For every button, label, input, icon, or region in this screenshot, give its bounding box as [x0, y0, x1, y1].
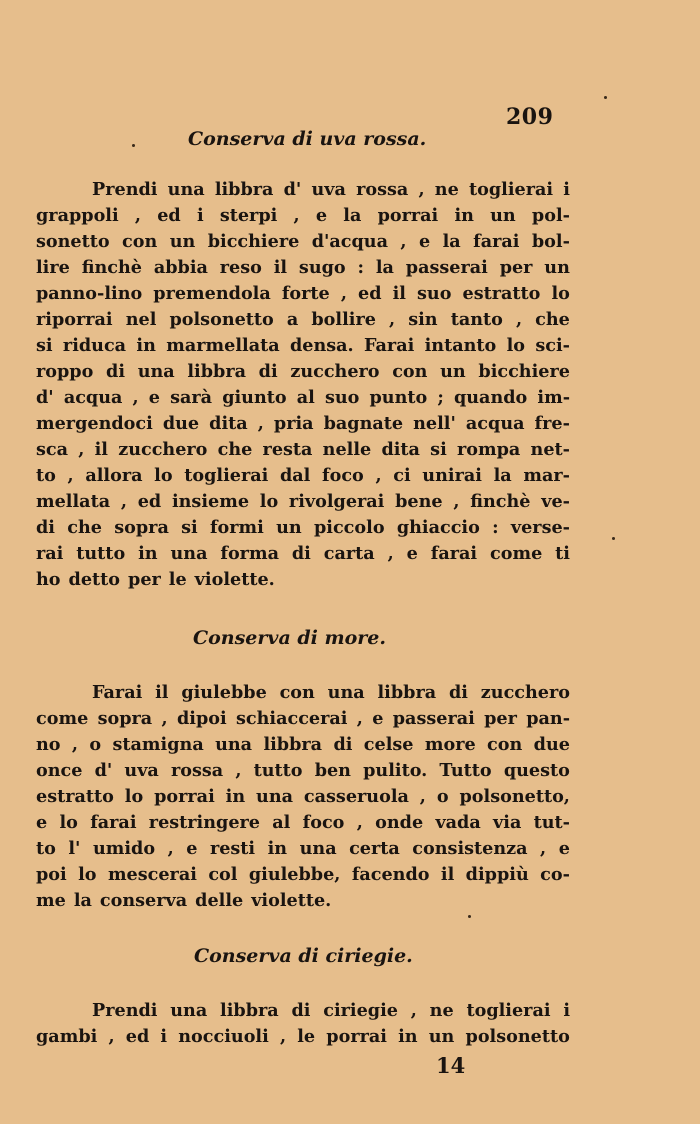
text-line: come sopra , dipoi schiaccerai , e passerai per pan- [36, 708, 570, 729]
page-speck [612, 537, 615, 540]
page-speck [132, 144, 135, 147]
text-line: Prendi una libbra di ciriegie , ne toglierai i [92, 1000, 570, 1021]
text-line: e lo farai restringere al foco , onde vada via tut- [36, 812, 570, 833]
text-line: to , allora lo toglierai dal foco , ci unirai la mar- [36, 465, 570, 486]
text-line: sonetto con un bicchiere d'acqua , e la farai bol- [36, 231, 570, 252]
text-line: d' acqua , e sarà giunto al suo punto ; quando im- [36, 387, 570, 408]
text-line: estratto lo porrai in una casseruola , o polsonetto, [36, 786, 570, 807]
text-line: Prendi una libbra d' uva rossa , ne toglierai i [92, 179, 570, 200]
text-line: roppo di una libbra di zucchero con un bicchiere [36, 361, 570, 382]
text-line: Farai il giulebbe con una libbra di zucchero [92, 682, 570, 703]
text-line: grappoli , ed i sterpi , e la porrai in un pol- [36, 205, 570, 226]
text-line: once d' uva rossa , tutto ben pulito. Tutto questo [36, 760, 570, 781]
text-line: rai tutto in una forma di carta , e farai come ti [36, 543, 570, 564]
section-heading-uva-rossa: Conserva di uva rossa. [188, 128, 427, 150]
paragraph-uva-rossa [36, 177, 570, 593]
paragraph-ciriegie [36, 998, 570, 1050]
section-heading-ciriegie: Conserva di ciriegie. [194, 945, 413, 967]
text-line: riporrai nel polsonetto a bollire , sin tanto , che [36, 309, 570, 330]
page-signature: 14 [436, 1053, 466, 1078]
text-line: gambi , ed i nocciuoli , le porrai in un polsonetto [36, 1026, 570, 1047]
text-line: no , o stamigna una libbra di celse more con due [36, 734, 570, 755]
text-line: mellata , ed insieme lo rivolgerai bene , finchè ve- [36, 491, 570, 512]
text-line: si riduca in marmellata densa. Farai intanto lo sci- [36, 335, 570, 356]
text-line: mergendoci due dita , pria bagnate nell' acqua fre- [36, 413, 570, 434]
page-number: 209 [506, 104, 554, 130]
text-line: lire finchè abbia reso il sugo : la passerai per un [36, 257, 570, 278]
text-line: poi lo mescerai col giulebbe, facendo il dippiù co- [36, 864, 570, 885]
text-line: ho detto per le violette. [36, 569, 275, 590]
text-line: panno-lino premendola forte , ed il suo estratto lo [36, 283, 570, 304]
text-line: me la conserva delle violette. [36, 890, 332, 911]
page-speck [604, 96, 607, 99]
text-line: di che sopra si formi un piccolo ghiaccio : verse- [36, 517, 570, 538]
section-heading-more: Conserva di more. [193, 627, 386, 649]
text-line: to l' umido , e resti in una certa consistenza , e [36, 838, 570, 859]
text-line: sca , il zucchero che resta nelle dita si rompa net- [36, 439, 570, 460]
paragraph-more [36, 680, 570, 914]
page-speck [468, 915, 471, 918]
